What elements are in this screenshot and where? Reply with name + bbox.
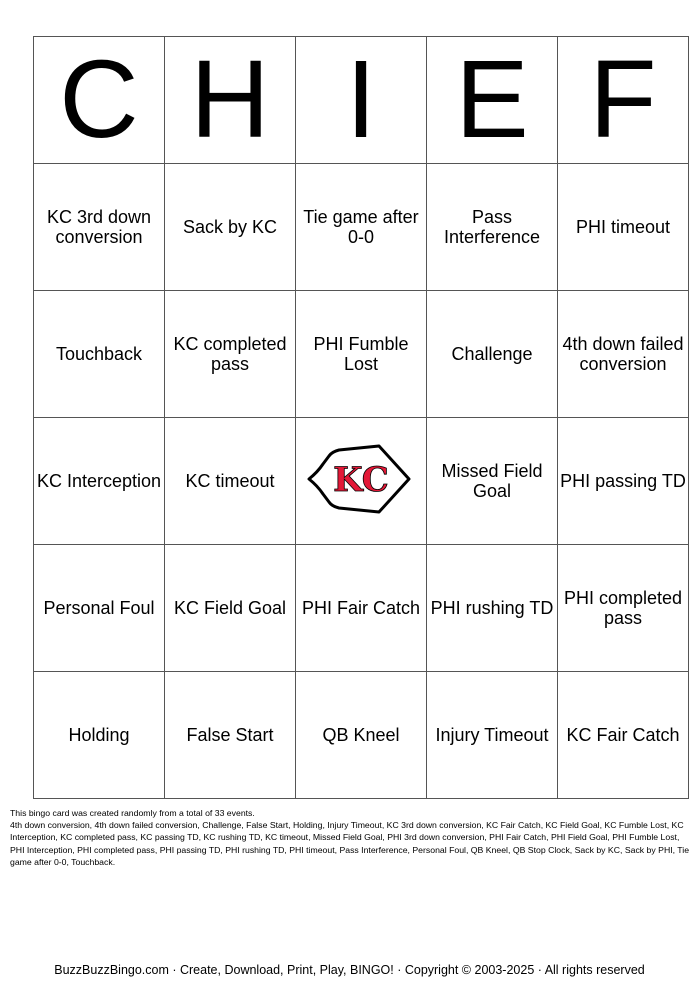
site-footer: BuzzBuzzBingo.com · Create, Download, Print, Play, BINGO! · Copyright © 2003-2025 · All rights reserved (54, 963, 645, 977)
bingo-cell[interactable]: Pass Interference (427, 164, 558, 291)
bingo-cell[interactable]: QB Kneel (296, 672, 427, 799)
bingo-cell[interactable]: Injury Timeout (427, 672, 558, 799)
bingo-row (34, 672, 689, 799)
bingo-card (33, 36, 686, 796)
header-letter: F (558, 37, 689, 164)
chiefs-arrowhead-logo-icon (305, 442, 417, 520)
logo-lettering: KC (333, 460, 389, 500)
bingo-cell[interactable]: PHI Fair Catch (296, 545, 427, 672)
bingo-cell[interactable]: KC Interception (34, 418, 165, 545)
bingo-row (34, 545, 689, 672)
bingo-cell[interactable]: KC completed pass (165, 291, 296, 418)
header-letter: H (165, 37, 296, 164)
bingo-grid (33, 36, 689, 799)
bingo-cell[interactable]: KC timeout (165, 418, 296, 545)
bingo-cell[interactable]: KC Fair Catch (558, 672, 689, 799)
header-letter: E (427, 37, 558, 164)
bingo-row (34, 291, 689, 418)
bingo-cell[interactable]: Touchback (34, 291, 165, 418)
bingo-cell[interactable]: PHI Fumble Lost (296, 291, 427, 418)
bingo-row (34, 418, 689, 545)
bingo-cell[interactable]: PHI rushing TD (427, 545, 558, 672)
notes-event-list: 4th down conversion, 4th down failed conversion, Challenge, False Start, Holding, Injury Timeout, KC 3rd down conversion, KC Fair Catch, KC Field Goal, KC Fumble Lost, KC Interception, KC completed pass, KC passing TD, KC rushing TD, KC timeout, Missed Field Goal, PHI 3rd down conversion, PHI Fair Catch, PHI Field Goal, PHI Fumble Lost, PHI Interception, PHI completed pass, PHI passing TD, PHI rushing TD, PHI timeout, Pass Interference, Personal Foul, QB Kneel, QB Stop Clock, Sack by KC, Sack by PHI, Tie game after 0-0, Touchback. (10, 820, 690, 867)
notes-summary: This bingo card was created randomly from a total of 33 events. (10, 808, 255, 818)
bingo-cell[interactable]: Holding (34, 672, 165, 799)
bingo-cell[interactable]: KC Field Goal (165, 545, 296, 672)
bingo-cell[interactable]: KC 3rd down conversion (34, 164, 165, 291)
bingo-cell[interactable]: Sack by KC (165, 164, 296, 291)
free-space-cell[interactable] (296, 418, 427, 545)
bingo-cell[interactable]: Missed Field Goal (427, 418, 558, 545)
bingo-cell[interactable]: PHI completed pass (558, 545, 689, 672)
header-letter: I (296, 37, 427, 164)
bingo-cell[interactable]: False Start (165, 672, 296, 799)
bingo-row (34, 164, 689, 291)
header-row (34, 37, 689, 164)
bingo-cell[interactable]: Challenge (427, 291, 558, 418)
card-notes (10, 807, 690, 868)
bingo-cell[interactable]: Personal Foul (34, 545, 165, 672)
bingo-cell[interactable]: Tie game after 0-0 (296, 164, 427, 291)
bingo-cell[interactable]: 4th down failed conversion (558, 291, 689, 418)
bingo-cell[interactable]: PHI passing TD (558, 418, 689, 545)
bingo-cell[interactable]: PHI timeout (558, 164, 689, 291)
header-letter: C (34, 37, 165, 164)
